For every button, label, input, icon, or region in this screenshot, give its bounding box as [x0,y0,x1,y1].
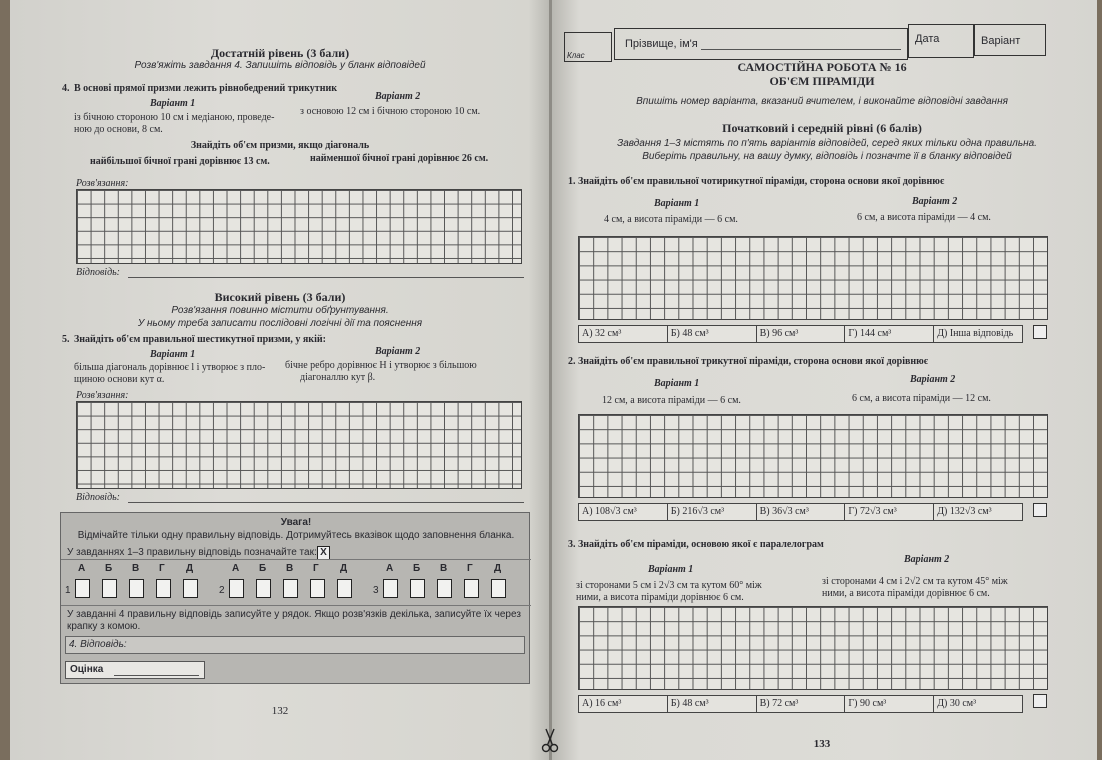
task5-variant1-text-a: більша діагональ дорівнює l і утворює з пло- [74,362,266,373]
answer-letter: Д [340,563,348,574]
variant-label: Варіант [981,35,1021,47]
task4-number: 4. [62,83,70,94]
answer-letter: А [232,563,240,574]
answer-letter: В [440,563,448,574]
task3-intro: Знайдіть об'єм піраміди, основою якої є паралелограм [578,539,824,550]
answer-letter: Б [413,563,421,574]
answer-letter: Д [186,563,194,574]
answer-checkbox[interactable] [129,579,144,598]
task3-option[interactable]: Д) 30 см³ [937,698,977,709]
answer-letter: Г [159,563,165,574]
task3-option[interactable]: А) 16 см³ [579,696,668,712]
task4-answer-field[interactable] [65,636,525,654]
task2-solution-grid[interactable] [578,414,1048,498]
answer-checkbox[interactable] [437,579,452,598]
task4-answer-line[interactable] [128,277,524,278]
left-page-number: 132 [271,705,289,717]
task2-option[interactable]: А) 108√3 см³ [579,504,668,520]
section-high-subtitle2: У ньому треба записати послідовні логічні дії та пояснення [137,318,423,329]
task2-variant2-text: 6 см, а висота піраміди — 12 см. [852,393,991,404]
task1-option[interactable]: А) 32 см³ [579,326,668,342]
task3-variant2-label: Варіант 2 [904,554,950,565]
task5-variant2-label: Варіант 2 [375,346,421,357]
section-initial-sub1: Завдання 1–3 містять по п'ять варіантів відповідей, серед яких тільки одна правильна. [617,138,1037,149]
answer-letter: А [78,563,86,574]
notice-divider-2 [61,605,531,606]
task5-intro: Знайдіть об'єм правильної шестикутної призми, у якій: [74,334,326,345]
answer-checkbox[interactable] [383,579,398,598]
task4-solution-label: Розв'язання: [76,178,129,189]
task1-checkbox[interactable] [1033,325,1047,339]
task3-number: 3. [568,539,576,550]
answer-task-number: 2 [219,585,225,596]
answer-checkbox[interactable] [283,579,298,598]
grade-label: Оцінка [70,664,104,675]
section-high-subtitle1: Розв'язання повинно містити обґрунтування. [171,305,389,316]
task3-option[interactable]: Б) 48 см³ [668,696,757,712]
task1-variant2-text: 6 см, а висота піраміди — 4 см. [857,212,991,223]
class-label: Клас [567,51,585,60]
answer-checkbox[interactable] [183,579,198,598]
task2-options [578,503,1023,521]
answer-checkbox[interactable] [491,579,506,598]
answer-form [60,512,530,684]
left-page [10,0,550,760]
name-field[interactable] [614,28,908,60]
task3-variant1-label: Варіант 1 [648,564,694,575]
task5-variant1-text-b: щиною основи кут α. [74,374,165,385]
task2-option[interactable]: В) 36√3 см³ [757,504,846,520]
task1-variant1-label: Варіант 1 [654,198,700,209]
task5-solution-label: Розв'язання: [76,390,129,401]
right-page-number: 133 [813,738,831,750]
answer-letter: Г [467,563,473,574]
work-title: САМОСТІЙНА РОБОТА № 16 [737,60,907,74]
task4-variant2-label: Варіант 2 [375,91,421,102]
scissors-icon [541,726,559,754]
answer-letter: Д [494,563,502,574]
answer-letter: Г [313,563,319,574]
task2-option[interactable]: Г) 72√3 см³ [845,504,934,520]
task3-solution-grid[interactable] [578,606,1048,690]
task4-answer-field-label: 4. Відповідь: [69,639,127,650]
instruction: Впишіть номер варіанта, вказаний вчителем, і виконайте відповідні завдання [636,96,1008,107]
task2-intro: Знайдіть об'єм правильної трикутної піраміди, сторона основи якої дорівнює [578,356,929,367]
task2-number: 2. [568,356,576,367]
notice-line2: У завданнях 1–3 правильну відповідь позначайте так: [67,547,317,558]
answer-checkbox[interactable] [75,579,90,598]
grade-field[interactable] [65,661,205,679]
task3-variant2-text-a: зі сторонами 4 см і 2√2 см та кутом 45° між [822,576,1008,587]
answer-checkbox[interactable] [229,579,244,598]
answer-letter: А [386,563,394,574]
task4-intro: В основі прямої призми лежить рівнобедрений трикутник [74,83,337,94]
notice-line4: крапку з комою. [67,621,141,632]
task2-variant1-label: Варіант 1 [654,378,700,389]
task4-solution-grid[interactable] [76,189,522,264]
task3-checkbox[interactable] [1033,694,1047,708]
task5-answer-line[interactable] [128,502,524,503]
task5-solution-grid[interactable] [76,401,522,489]
task1-number: 1. [568,176,576,187]
section-sufficient-subtitle: Розв'яжіть завдання 4. Запишіть відповідь у бланк відповідей [134,60,426,71]
task5-number: 5. [62,334,70,345]
task4-variant2-text: з основою 12 см і бічною стороною 10 см. [300,106,481,117]
section-initial-title: Початковий і середній рівні (6 балів) [722,121,922,135]
notice-line1: Відмічайте тільки одну правильну відповідь. Дотримуйтесь вказівок щодо заповнення бланка. [77,530,515,541]
task3-variant2-text-b: ними, а висота піраміди дорівнює 6 см. [822,588,990,599]
task3-variant1-text-b: ними, а висота піраміди дорівнює 6 см. [576,592,744,603]
answer-letter: В [286,563,294,574]
task3-option[interactable]: Г) 90 см³ [845,696,934,712]
task1-option[interactable]: Г) 144 см³ [845,326,934,342]
section-sufficient-title: Достатній рівень (3 бали) [210,46,350,60]
variant-field[interactable] [974,24,1046,56]
name-label: Прізвище, ім'я [625,38,698,50]
name-line [701,49,901,50]
task3-options [578,695,1023,713]
task5-variant2-text-b: діагоналлю кут β. [300,372,376,383]
task4-variant1-label: Варіант 1 [150,98,196,109]
class-field[interactable] [564,32,612,62]
task1-variant1-text: 4 см, а висота піраміди — 6 см. [604,214,738,225]
task5-variant2-text-a: бічне ребро дорівнює H і утворює з більшою [285,360,477,371]
answer-checkbox[interactable] [256,579,271,598]
answer-letter: В [132,563,140,574]
task2-variant1-text: 12 см, а висота піраміди — 6 см. [602,395,741,406]
answer-letter: Б [259,563,267,574]
task2-option[interactable]: Д) 132√3 см³ [937,506,992,517]
answer-checkbox[interactable] [337,579,352,598]
answer-task-number: 1 [65,585,71,596]
answer-task-number: 3 [373,585,379,596]
task2-option[interactable]: Б) 216√3 см³ [668,504,757,520]
answer-checkbox[interactable] [464,579,479,598]
task5-answer-label: Відповідь: [76,492,121,503]
grade-line [114,675,199,676]
section-high-title: Високий рівень (3 бали) [214,290,346,304]
task4-variant1-end: найбільшої бічної грані дорівнює 13 см. [90,156,270,167]
answer-checkbox[interactable] [102,579,117,598]
date-label: Дата [915,33,940,45]
answer-checkbox[interactable] [156,579,171,598]
task4-variant1-text-b: ною до основи, 8 см. [74,124,163,135]
task5-variant1-label: Варіант 1 [150,349,196,360]
task1-option[interactable]: В) 96 см³ [757,326,846,342]
task4-answer-label: Відповідь: [76,267,121,278]
task1-intro: Знайдіть об'єм правильної чотирикутної піраміди, сторона основи якої дорівнює [578,176,945,187]
task1-variant2-label: Варіант 2 [912,196,958,207]
task4-variant1-text-a: із бічною стороною 10 см і медіаною, проведе- [74,112,275,123]
task1-option[interactable]: Д) Інша відповідь [937,328,1014,339]
task1-options [578,325,1023,343]
section-initial-sub2: Виберіть правильну, на вашу думку, відповідь і позначте її в бланку відповідей [642,151,1012,162]
date-field[interactable] [908,24,974,58]
answer-letter: Б [105,563,113,574]
answer-checkbox[interactable] [310,579,325,598]
example-mark: X [317,546,330,560]
task1-option[interactable]: Б) 48 см³ [668,326,757,342]
notice-divider [61,559,531,560]
right-page [552,0,1097,760]
task4-middle-text: Знайдіть об'єм призми, якщо діагональ [190,140,370,151]
task3-option[interactable]: В) 72 см³ [757,696,846,712]
task2-checkbox[interactable] [1033,503,1047,517]
task2-variant2-label: Варіант 2 [910,374,956,385]
task1-solution-grid[interactable] [578,236,1048,320]
notice-line3: У завданні 4 правильну відповідь записуйте у рядок. Якщо розв'язків декілька, записуйте їх через [67,609,521,620]
notice-title: Увага! [280,517,312,528]
answer-checkbox[interactable] [410,579,425,598]
task3-variant1-text-a: зі сторонами 5 см і 2√3 см та кутом 60° між [576,580,762,591]
topic-title: ОБ'ЄМ ПІРАМІДИ [769,74,875,88]
task4-variant2-end: найменшої бічної грані дорівнює 26 см. [310,153,489,164]
